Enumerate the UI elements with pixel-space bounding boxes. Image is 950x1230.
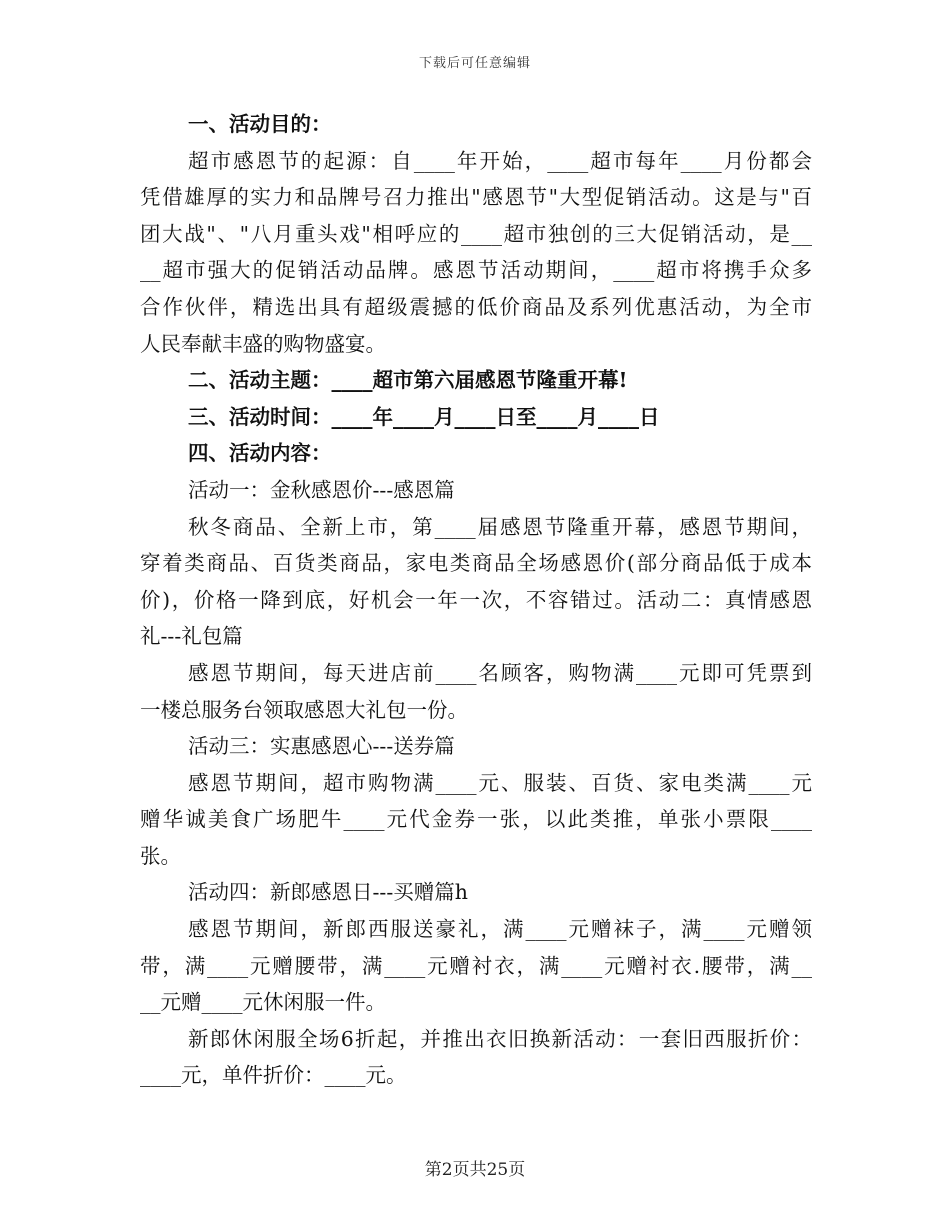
text-line: 活动三：实惠感恩心---送券篇	[188, 734, 455, 759]
text-line: 四、活动内容：	[188, 441, 332, 466]
text-line: 合作伙伴，精选出具有超级震撼的低价商品及系列优惠活动，为全市	[140, 294, 812, 319]
text-line: 感恩节期间，新郎西服送豪礼，满____元赠袜子，满____元赠领	[188, 917, 812, 942]
text-line: 超市感恩节的起源：自____年开始，____超市每年____月份都会	[188, 148, 812, 173]
text-line: 赠华诚美食广场肥牛____元代金券一张，以此类推，单张小票限____	[140, 807, 812, 832]
text-line: 穿着类商品、百货类商品，家电类商品全场感恩价(部分商品低于成本	[140, 551, 812, 576]
text-line: 凭借雄厚的实力和品牌号召力推出"感恩节"大型促销活动。这是与"百	[140, 185, 812, 210]
page-header-note: 下载后可任意编辑	[418, 56, 531, 71]
text-line: 价)，价格一降到底，好机会一年一次，不容错过。活动二：真情感恩	[140, 587, 812, 612]
document-body	[140, 106, 812, 1094]
text-line: ____元，单件折价：____元。	[140, 1063, 407, 1088]
page-number: 第2页共25页	[424, 1160, 526, 1180]
text-line: __超市强大的促销活动品牌。感恩节活动期间，____超市将携手众多	[140, 258, 812, 283]
text-line: 新郎休闲服全场6折起，并推出衣旧换新活动：一套旧西服折价：	[188, 1026, 812, 1051]
text-line: 张。	[140, 843, 181, 868]
text-line: 活动四：新郎感恩日---买赠篇h	[188, 880, 468, 905]
text-line: 感恩节期间，超市购物满____元、服装、百货、家电类满____元	[188, 770, 812, 795]
text-line: 一楼总服务台领取感恩大礼包一份。	[140, 697, 468, 722]
text-line: 带，满____元赠腰带，满____元赠衬衣，满____元赠衬衣.腰带，满__	[140, 953, 812, 978]
text-line: 三、活动时间：____年____月____日至____月____日	[188, 404, 660, 429]
text-line: 礼---礼包篇	[140, 624, 243, 649]
text-line: 团大战"、"八月重头戏"相呼应的____超市独创的三大促销活动，是__	[140, 221, 812, 246]
text-line: 活动一：金秋感恩价---感恩篇	[188, 477, 455, 502]
text-line: __元赠____元休闲服一件。	[140, 990, 386, 1015]
text-line: 秋冬商品、全新上市，第____届感恩节隆重开幕，感恩节期间，	[188, 514, 812, 539]
text-line: 人民奉献丰盛的购物盛宴。	[140, 331, 386, 356]
text-line: 一、活动目的：	[188, 112, 332, 136]
text-line: 感恩节期间，每天进店前____名顾客，购物满____元即可凭票到	[188, 660, 812, 685]
text-line: 二、活动主题：____超市第六届感恩节隆重开幕!	[188, 368, 628, 393]
